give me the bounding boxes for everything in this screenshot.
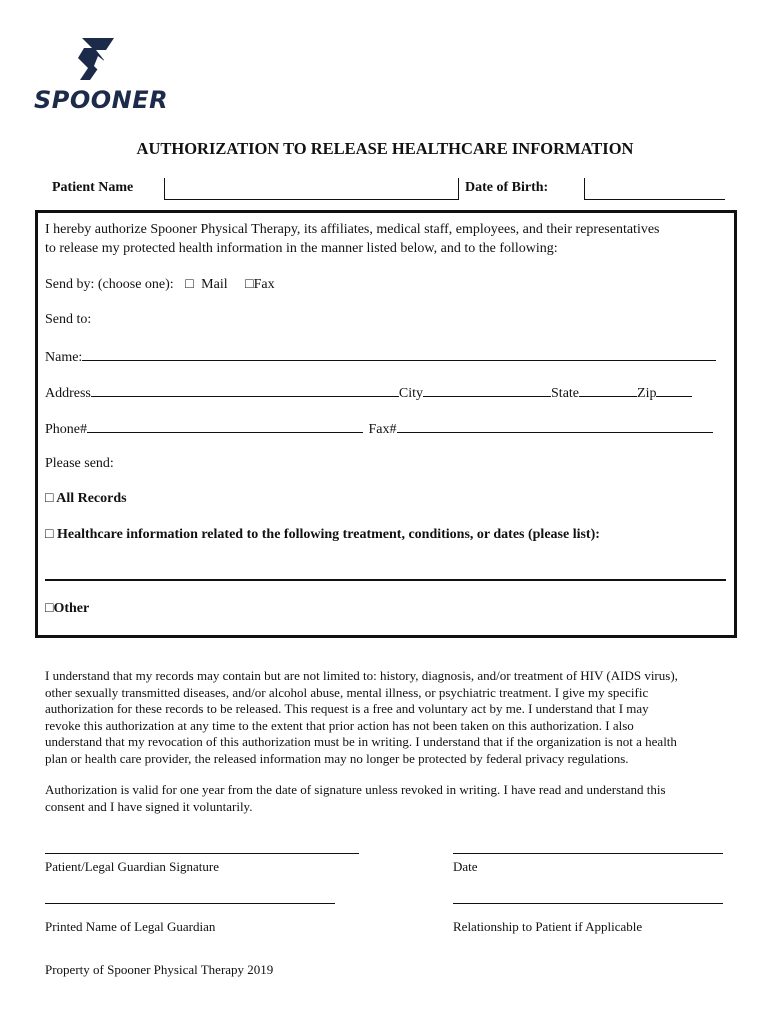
paragraph-line: authorization for these records to be released. This request is a free and voluntary act by me. I understand that I may [45,701,649,716]
name-label: Name: [45,350,83,365]
paragraph-line: understand that my revocation of this authorization must be in writing. I understand that if the organization is not a health [45,734,677,749]
name-row [45,348,716,366]
send-by-row [45,277,275,293]
paragraph-line: I understand that my records may contain but are not limited to: history, diagnosis, and/or treatment of HIV (AIDS virus), [45,668,678,683]
all-records-label: All Records [56,491,127,506]
address-field[interactable] [91,384,399,397]
paragraph-line: revoke this authorization at any time to the extent that prior action has not been taken on this authorization. I also [45,717,634,733]
fax-number-label: Fax# [368,422,397,437]
zip-field[interactable] [656,384,692,397]
phone-field[interactable] [87,420,363,433]
other-label: Other [53,601,90,616]
relationship-label: Relationship to Patient if Applicable [453,919,643,934]
patient-signature-line[interactable] [45,853,359,854]
printed-name-line[interactable] [45,903,335,904]
patient-name-field[interactable] [164,199,458,200]
intro-line-1: I hereby authorize Spooner Physical Therapy, its affiliates, medical staff, employees, and their representatives [45,222,660,237]
patient-signature-label: Patient/Legal Guardian Signature [45,859,220,874]
healthcare-info-checkbox[interactable]: □ [45,527,54,542]
paragraph-line: consent and I have signed it voluntarily. [45,798,253,814]
understand-paragraph [45,668,745,767]
state-field[interactable] [579,384,637,397]
footer-text: Property of Spooner Physical Therapy 2019 [45,962,274,977]
address-row [45,384,692,402]
phone-fax-row [45,420,713,438]
send-to-label: Send to: [45,312,92,327]
healthcare-info-label: Healthcare information related to the following treatment, conditions, or dates (please list): [56,527,600,542]
healthcare-info-row [45,527,600,543]
fax-checkbox[interactable]: □ [245,277,254,292]
send-by-label: Send by: (choose one): [45,277,174,292]
mail-label: Mail [201,277,228,292]
patient-name-label: Patient Name [52,180,134,195]
state-label: State [551,386,580,401]
date-line[interactable] [453,853,723,854]
city-label: City [398,386,424,401]
all-records-checkbox[interactable]: □ [45,491,54,506]
page-title: AUTHORIZATION TO RELEASE HEALTHCARE INFORMATION [136,139,634,158]
please-send-label: Please send: [45,456,114,471]
address-label: Address [45,386,91,401]
other-checkbox[interactable]: □ [45,601,54,616]
intro-line-2: to release my protected health information in the manner listed below, and to the following: [45,241,558,256]
paragraph-line: other sexually transmitted diseases, and/or alcohol abuse, mental illness, or psychiatric treatment. I give my specific [45,684,649,700]
healthcare-info-field[interactable] [45,579,726,581]
dob-field[interactable] [584,199,725,200]
mail-checkbox[interactable]: □ [185,277,194,292]
zip-label: Zip [637,386,657,401]
printed-name-label: Printed Name of Legal Guardian [45,919,216,934]
date-label: Date [453,859,478,874]
patient-name-divider [164,178,165,200]
all-records-row [45,491,127,507]
other-row [45,601,89,617]
dob-label: Date of Birth: [465,180,549,195]
name-field[interactable] [82,348,716,361]
spooner-s-logo-icon [74,36,120,82]
paragraph-line: Authorization is valid for one year from the date of signature unless revoked in writing. I have read and understand this [45,782,666,797]
city-field[interactable] [423,384,551,397]
paragraph-line: plan or health care provider, the released information may no longer be protected by federal privacy regulations. [45,750,629,766]
fax-label: Fax [253,277,275,292]
relationship-line[interactable] [453,903,723,904]
phone-label: Phone# [45,422,87,437]
dob-divider-left [458,178,459,200]
dob-divider-right [584,178,585,200]
validity-paragraph [45,782,745,815]
logo-wordmark: SPOONER [34,86,169,114]
fax-number-field[interactable] [397,420,713,433]
